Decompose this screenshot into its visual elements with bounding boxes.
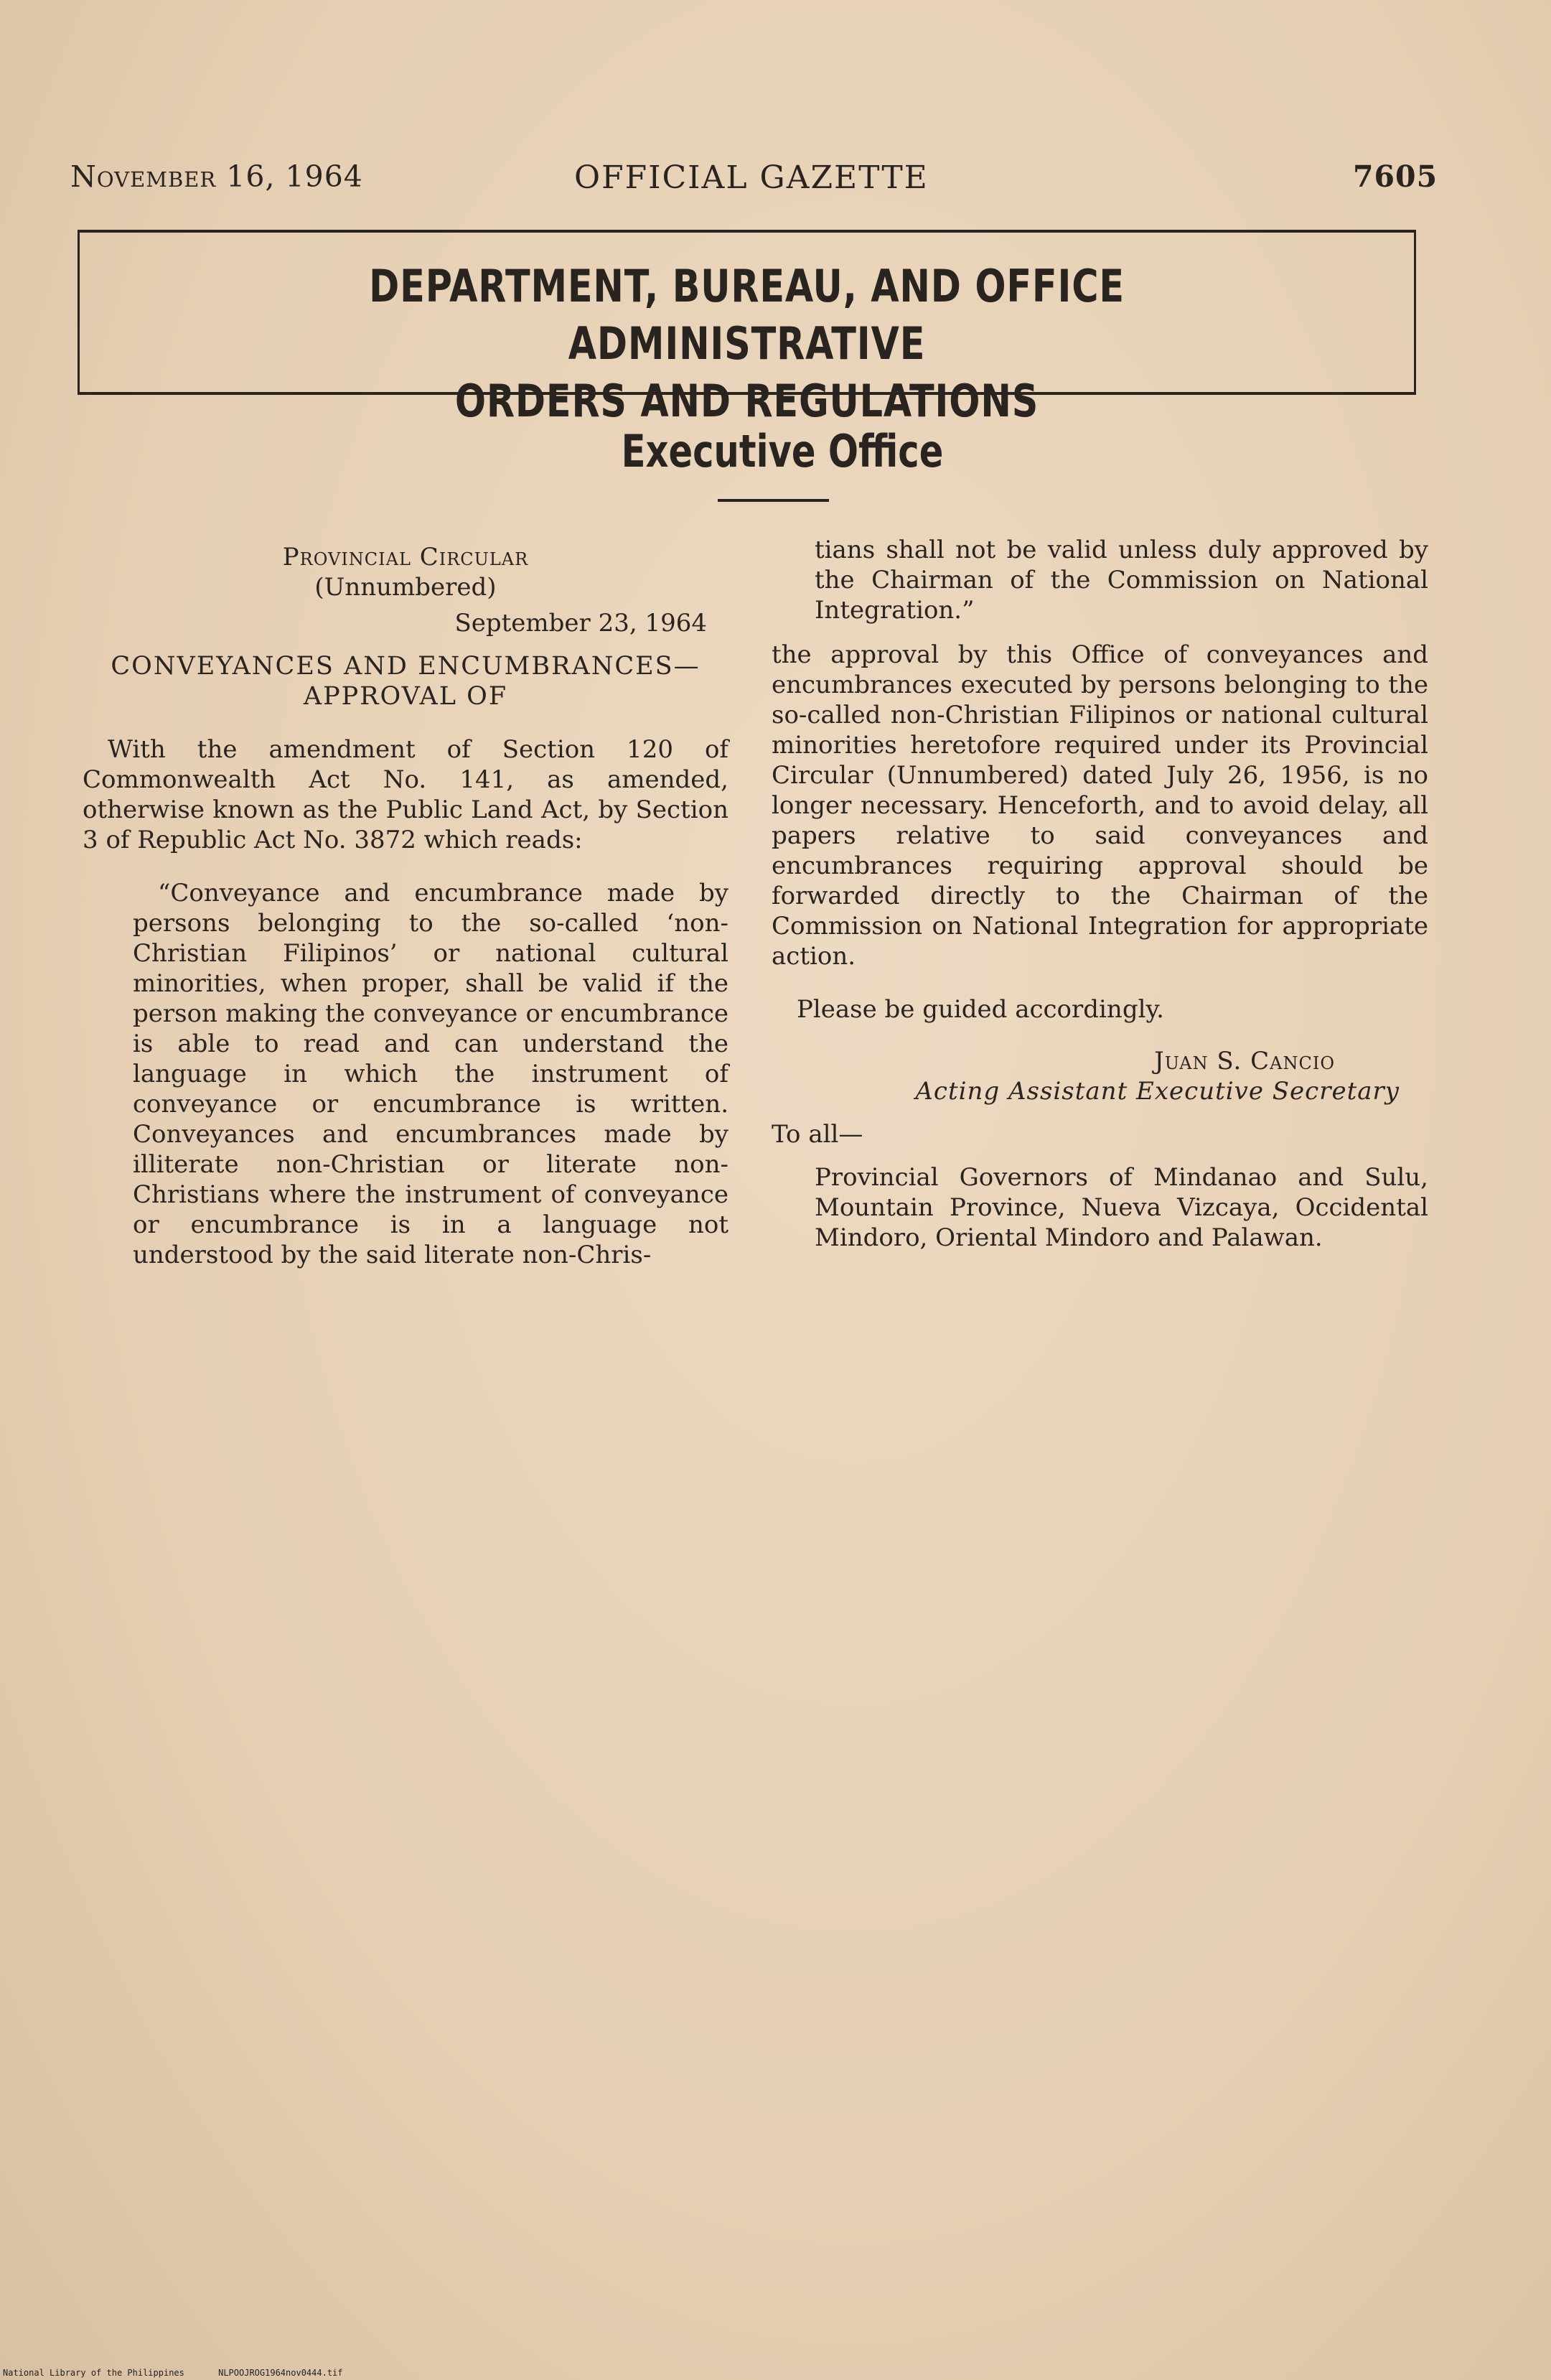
circular-number: (Unnumbered) xyxy=(314,573,497,602)
signer-name: Juan S. Cancio xyxy=(1154,1047,1335,1075)
circular-heading-line2: APPROVAL OF xyxy=(303,682,508,711)
circular-type: Provincial Circular xyxy=(282,543,529,571)
quoted-provision: “Conveyance and encumbrance made by persons belonging to the so-called ‘non-Christian Filipinos’ or national cultural minorities, when proper, shall be valid if the person making the conveyance or encumbrance is able to read and can understand the language in which the instrument of conveyance or encumbrance is written. Conveyances and encumbrances made by illiterate non-Christian or literate non-Christians where the instrument of conveyance or encumbrance is in a language not understood by the said literate non-Chris- xyxy=(133,879,728,1269)
circular-heading-line1: CONVEYANCES AND ENCUMBRANCES— xyxy=(111,652,700,681)
scan-footer xyxy=(3,2368,372,2378)
addressees: Provincial Governors of Mindanao and Sulu, Mountain Province, Nueva Vizcaya, Occidental Mindoro, Oriental Mindoro and Palawan. xyxy=(815,1163,1428,1252)
intro-paragraph: With the amendment of Section 120 of Commonwealth Act No. 141, as amended, otherwise known as the Public Land Act, by Section 3 of Republic Act No. 3872 which reads: xyxy=(83,735,728,854)
header-date: November 16, 1964 xyxy=(70,159,363,194)
banner-title xyxy=(200,258,1293,430)
section-divider xyxy=(718,499,829,502)
circular-heading xyxy=(83,651,728,711)
circular-date: September 23, 1964 xyxy=(454,609,707,638)
section-title: Executive Office xyxy=(621,425,944,477)
section-banner xyxy=(78,230,1416,427)
quoted-provision-continued: tians shall not be valid unless duly approved by the Chairman of the Commission on National Integration.” xyxy=(815,536,1428,625)
to-all-label: To all— xyxy=(772,1120,863,1149)
body-paragraph: the approval by this Office of conveyances and encumbrances executed by persons belonging to the so-called non-Christian Filipinos or national cultural minorities heretofore required under its Provincial Circular (Unnumbered) dated July 26, 1956, is no longer necessary. Henceforth, and to avoid delay, all papers relative to said conveyances and encumbrances requiring approval should be forwarded directly to the Chairman of the Commission on National Integration for appropriate action. xyxy=(772,640,1428,971)
signer-title: Acting Assistant Executive Secretary xyxy=(915,1077,1400,1106)
banner-title-line2: ORDERS AND REGULATIONS xyxy=(454,375,1039,427)
closing-line: Please be guided accordingly. xyxy=(797,995,1164,1024)
header-publication: OFFICIAL GAZETTE xyxy=(574,159,929,196)
footer-library: National Library of the Philippines xyxy=(3,2368,184,2378)
header-page-number: 7605 xyxy=(1353,159,1438,194)
left-column xyxy=(83,542,728,1270)
banner-title-line1: DEPARTMENT, BUREAU, AND OFFICE ADMINISTRATIVE xyxy=(369,260,1125,370)
footer-filename: NLPOOJROG1964nov0444.tif xyxy=(218,2368,343,2378)
right-column xyxy=(772,535,1428,1253)
